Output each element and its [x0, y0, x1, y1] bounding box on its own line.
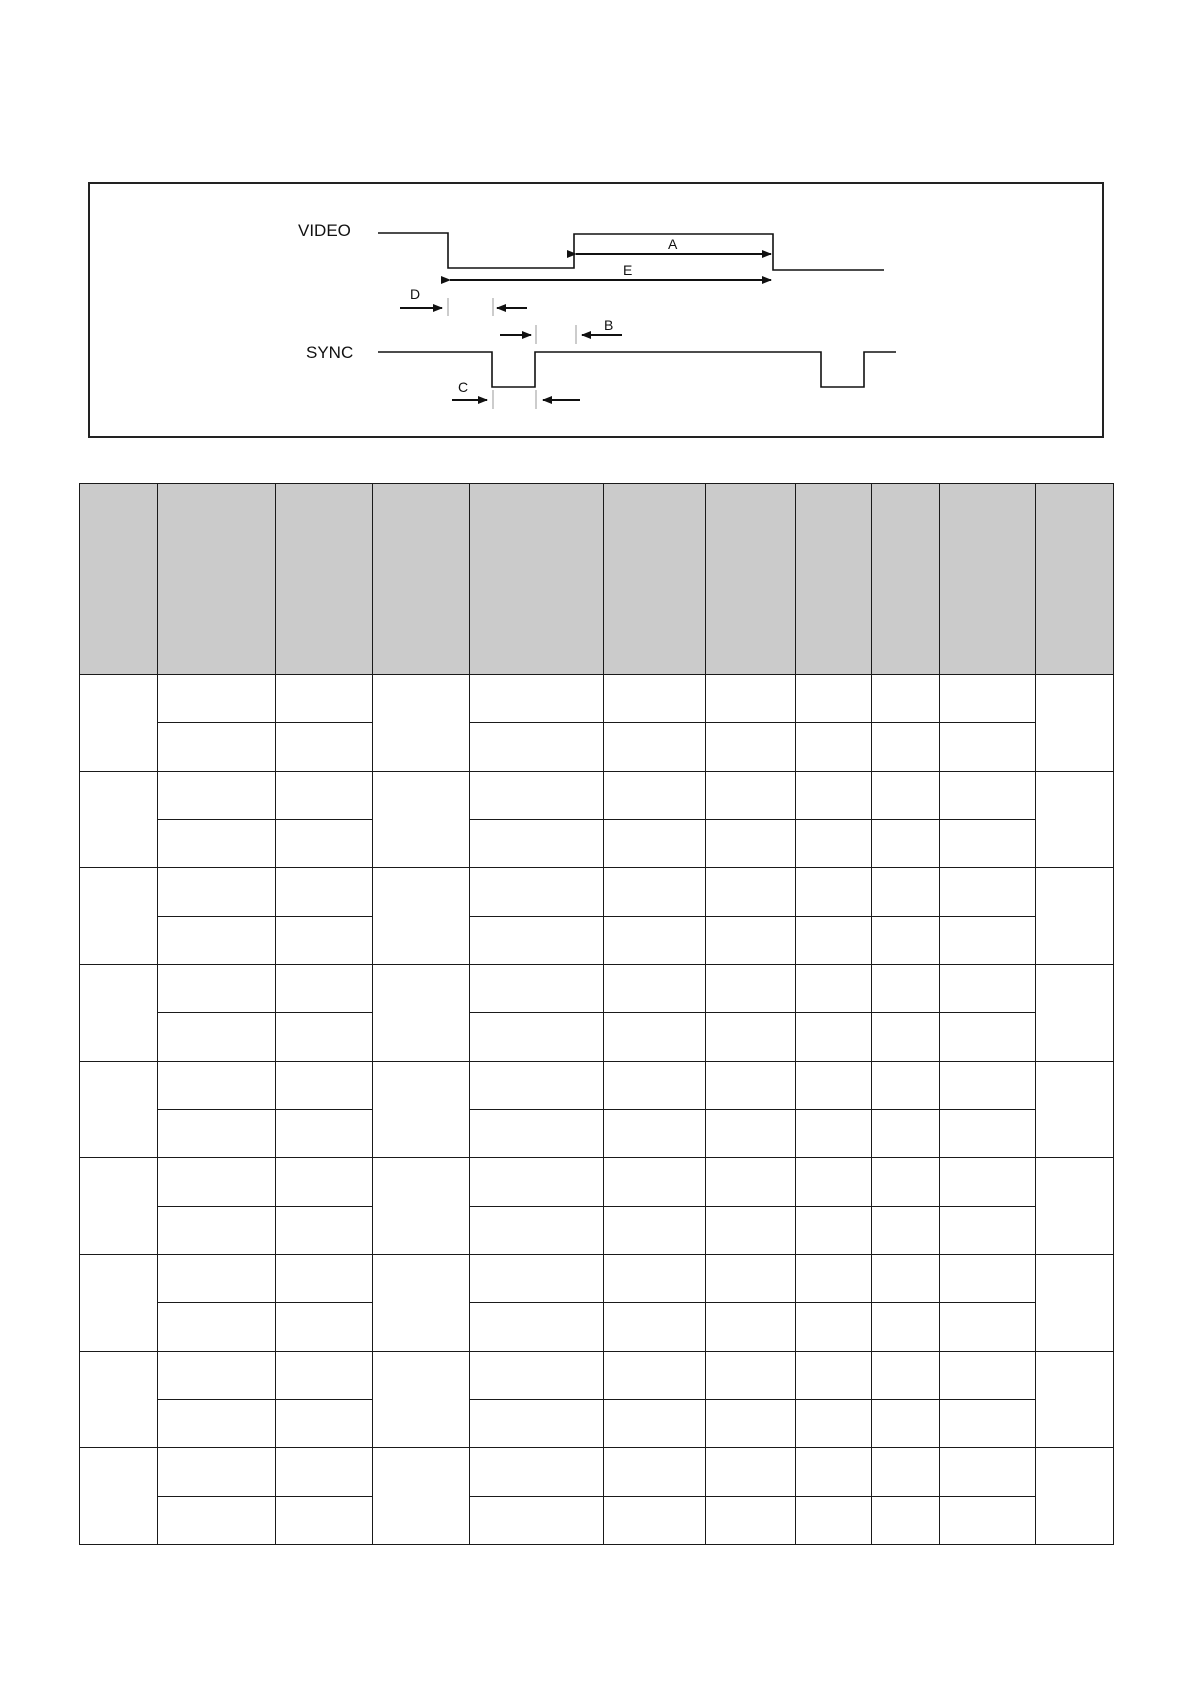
table-cell: [872, 1496, 940, 1544]
table-cell: [470, 1109, 604, 1157]
table-cell: [604, 1399, 706, 1447]
table-cell: [604, 723, 706, 771]
table-cell: [940, 964, 1036, 1012]
table-cell: [158, 1109, 276, 1157]
table-cell: [706, 1061, 796, 1109]
timing-table: [79, 483, 1114, 1545]
table-cell: [706, 1158, 796, 1206]
table-cell: [706, 868, 796, 916]
marker-c-label: C: [458, 379, 469, 395]
header-cell: [706, 484, 796, 675]
table-cell: [604, 1303, 706, 1351]
table-cell: [706, 1303, 796, 1351]
table-cell: [276, 1448, 373, 1496]
header-cell: [940, 484, 1036, 675]
table-row: [80, 1013, 1114, 1061]
group-note-cell: [1036, 1254, 1114, 1351]
table-cell: [604, 675, 706, 723]
table-cell: [872, 771, 940, 819]
group-mode-cell: [80, 964, 158, 1061]
table-cell: [470, 723, 604, 771]
table-cell: [940, 1351, 1036, 1399]
group-note-cell: [1036, 1448, 1114, 1545]
table-cell: [872, 1254, 940, 1302]
table-row: [80, 1061, 1114, 1109]
marker-b-label: B: [604, 317, 614, 333]
table-cell: [706, 1206, 796, 1254]
table-cell: [706, 1351, 796, 1399]
table-cell: [706, 1399, 796, 1447]
table-cell: [796, 1158, 872, 1206]
table-cell: [470, 1351, 604, 1399]
table-cell: [276, 1109, 373, 1157]
group-mode-cell: [80, 1158, 158, 1255]
table-cell: [276, 1351, 373, 1399]
table-cell: [796, 771, 872, 819]
table-cell: [276, 1303, 373, 1351]
table-cell: [470, 1013, 604, 1061]
table-cell: [158, 916, 276, 964]
table-cell: [872, 1399, 940, 1447]
table-cell: [470, 1496, 604, 1544]
group-note-cell: [1036, 1351, 1114, 1448]
table-cell: [796, 1399, 872, 1447]
group-mode-cell: [80, 1448, 158, 1545]
table-cell: [470, 1399, 604, 1447]
group-note-cell: [1036, 675, 1114, 772]
table-cell: [940, 868, 1036, 916]
table-cell: [940, 1303, 1036, 1351]
table-row: [80, 964, 1114, 1012]
table-cell: [872, 1109, 940, 1157]
header-cell: [604, 484, 706, 675]
table-cell: [276, 1254, 373, 1302]
group-note-cell: [1036, 964, 1114, 1061]
group-polarity-cell: [373, 1061, 470, 1158]
table-row: [80, 1496, 1114, 1544]
group-mode-cell: [80, 675, 158, 772]
table-cell: [796, 819, 872, 867]
table-cell: [276, 1496, 373, 1544]
group-mode-cell: [80, 1254, 158, 1351]
header-cell: [470, 484, 604, 675]
table-cell: [940, 771, 1036, 819]
table-cell: [872, 964, 940, 1012]
table-cell: [604, 1254, 706, 1302]
table-cell: [158, 1496, 276, 1544]
table-cell: [470, 1061, 604, 1109]
table-cell: [604, 964, 706, 1012]
sync-waveform: [378, 352, 896, 387]
table-cell: [470, 964, 604, 1012]
table-row: [80, 1206, 1114, 1254]
timing-diagram: [88, 182, 1104, 438]
table-row: [80, 1303, 1114, 1351]
group-mode-cell: [80, 1351, 158, 1448]
table-cell: [158, 723, 276, 771]
table-cell: [158, 675, 276, 723]
table-row: [80, 723, 1114, 771]
table-cell: [796, 916, 872, 964]
table-row: [80, 1399, 1114, 1447]
table-row: [80, 868, 1114, 916]
table-row: [80, 675, 1114, 723]
group-polarity-cell: [373, 1351, 470, 1448]
table-cell: [872, 1206, 940, 1254]
table-cell: [940, 819, 1036, 867]
group-polarity-cell: [373, 1158, 470, 1255]
table-cell: [158, 1351, 276, 1399]
table-header-row: [80, 484, 1114, 675]
table-cell: [470, 1254, 604, 1302]
table-cell: [940, 1013, 1036, 1061]
table-cell: [158, 1061, 276, 1109]
group-polarity-cell: [373, 675, 470, 772]
table-cell: [604, 916, 706, 964]
table-cell: [276, 1206, 373, 1254]
group-polarity-cell: [373, 771, 470, 868]
table-cell: [706, 1496, 796, 1544]
table-cell: [706, 723, 796, 771]
table-cell: [706, 1448, 796, 1496]
table-cell: [604, 819, 706, 867]
table-cell: [604, 1206, 706, 1254]
sync-label: SYNC: [306, 343, 354, 362]
group-note-cell: [1036, 1158, 1114, 1255]
marker-e-label: E: [623, 262, 633, 278]
table-cell: [706, 1109, 796, 1157]
table-cell: [872, 1448, 940, 1496]
table-cell: [706, 1013, 796, 1061]
table-cell: [796, 868, 872, 916]
group-mode-cell: [80, 868, 158, 965]
table-cell: [872, 819, 940, 867]
group-polarity-cell: [373, 1254, 470, 1351]
table-cell: [604, 1109, 706, 1157]
header-cell: [276, 484, 373, 675]
table-cell: [604, 1496, 706, 1544]
table-cell: [872, 1158, 940, 1206]
table-cell: [796, 1303, 872, 1351]
table-cell: [276, 723, 373, 771]
table-cell: [796, 1109, 872, 1157]
table-row: [80, 1254, 1114, 1302]
table-cell: [604, 1351, 706, 1399]
table-cell: [940, 723, 1036, 771]
table-cell: [158, 1254, 276, 1302]
table-cell: [796, 1351, 872, 1399]
table-cell: [604, 771, 706, 819]
table-cell: [470, 675, 604, 723]
table-cell: [796, 723, 872, 771]
group-polarity-cell: [373, 964, 470, 1061]
table-cell: [158, 1206, 276, 1254]
table-cell: [796, 1448, 872, 1496]
group-mode-cell: [80, 1061, 158, 1158]
header-cell: [373, 484, 470, 675]
table-cell: [470, 1303, 604, 1351]
header-cell: [158, 484, 276, 675]
table-cell: [872, 916, 940, 964]
header-cell: [796, 484, 872, 675]
table-cell: [940, 1254, 1036, 1302]
table-cell: [706, 675, 796, 723]
table-cell: [276, 868, 373, 916]
table-cell: [276, 916, 373, 964]
table-row: [80, 1351, 1114, 1399]
table-cell: [158, 964, 276, 1012]
table-cell: [940, 916, 1036, 964]
group-mode-cell: [80, 771, 158, 868]
table-cell: [470, 771, 604, 819]
table-cell: [796, 964, 872, 1012]
header-cell: [872, 484, 940, 675]
table-cell: [940, 1448, 1036, 1496]
table-cell: [706, 1254, 796, 1302]
table-cell: [872, 1303, 940, 1351]
video-label: VIDEO: [298, 221, 351, 240]
table-cell: [940, 1496, 1036, 1544]
table-cell: [940, 1061, 1036, 1109]
table-row: [80, 771, 1114, 819]
table-cell: [158, 1399, 276, 1447]
table-cell: [470, 819, 604, 867]
group-note-cell: [1036, 868, 1114, 965]
table-cell: [940, 1206, 1036, 1254]
table-row: [80, 1448, 1114, 1496]
table-cell: [796, 1254, 872, 1302]
marker-a-label: A: [668, 236, 678, 252]
table-cell: [872, 723, 940, 771]
table-cell: [276, 675, 373, 723]
table-cell: [796, 1496, 872, 1544]
group-note-cell: [1036, 1061, 1114, 1158]
table-cell: [604, 1448, 706, 1496]
table-cell: [158, 1303, 276, 1351]
table-cell: [940, 675, 1036, 723]
table-cell: [604, 1061, 706, 1109]
table-cell: [158, 771, 276, 819]
table-cell: [276, 1158, 373, 1206]
table-cell: [604, 868, 706, 916]
group-note-cell: [1036, 771, 1114, 868]
table-cell: [158, 819, 276, 867]
table-row: [80, 819, 1114, 867]
table-cell: [872, 868, 940, 916]
table-cell: [470, 868, 604, 916]
table-cell: [872, 675, 940, 723]
table-cell: [276, 771, 373, 819]
table-cell: [276, 964, 373, 1012]
table-cell: [276, 819, 373, 867]
table-cell: [604, 1013, 706, 1061]
table-cell: [940, 1399, 1036, 1447]
table-cell: [872, 1351, 940, 1399]
table-cell: [872, 1061, 940, 1109]
table-cell: [940, 1109, 1036, 1157]
group-polarity-cell: [373, 868, 470, 965]
table-cell: [706, 819, 796, 867]
table-cell: [796, 675, 872, 723]
table-cell: [470, 1448, 604, 1496]
table-cell: [276, 1013, 373, 1061]
table-cell: [872, 1013, 940, 1061]
table-cell: [276, 1399, 373, 1447]
table-row: [80, 1158, 1114, 1206]
table-cell: [158, 1013, 276, 1061]
group-polarity-cell: [373, 1448, 470, 1545]
table-row: [80, 1109, 1114, 1157]
header-cell: [1036, 484, 1114, 675]
table-cell: [940, 1158, 1036, 1206]
table-cell: [158, 1158, 276, 1206]
header-cell: [80, 484, 158, 675]
table-cell: [276, 1061, 373, 1109]
table-cell: [706, 916, 796, 964]
table-cell: [796, 1013, 872, 1061]
table-cell: [706, 964, 796, 1012]
table-cell: [470, 1206, 604, 1254]
table-cell: [796, 1206, 872, 1254]
table-cell: [470, 916, 604, 964]
table-cell: [604, 1158, 706, 1206]
table-cell: [796, 1061, 872, 1109]
marker-d-label: D: [410, 286, 421, 302]
table-cell: [158, 1448, 276, 1496]
table-cell: [470, 1158, 604, 1206]
table-cell: [158, 868, 276, 916]
table-row: [80, 916, 1114, 964]
table-cell: [706, 771, 796, 819]
